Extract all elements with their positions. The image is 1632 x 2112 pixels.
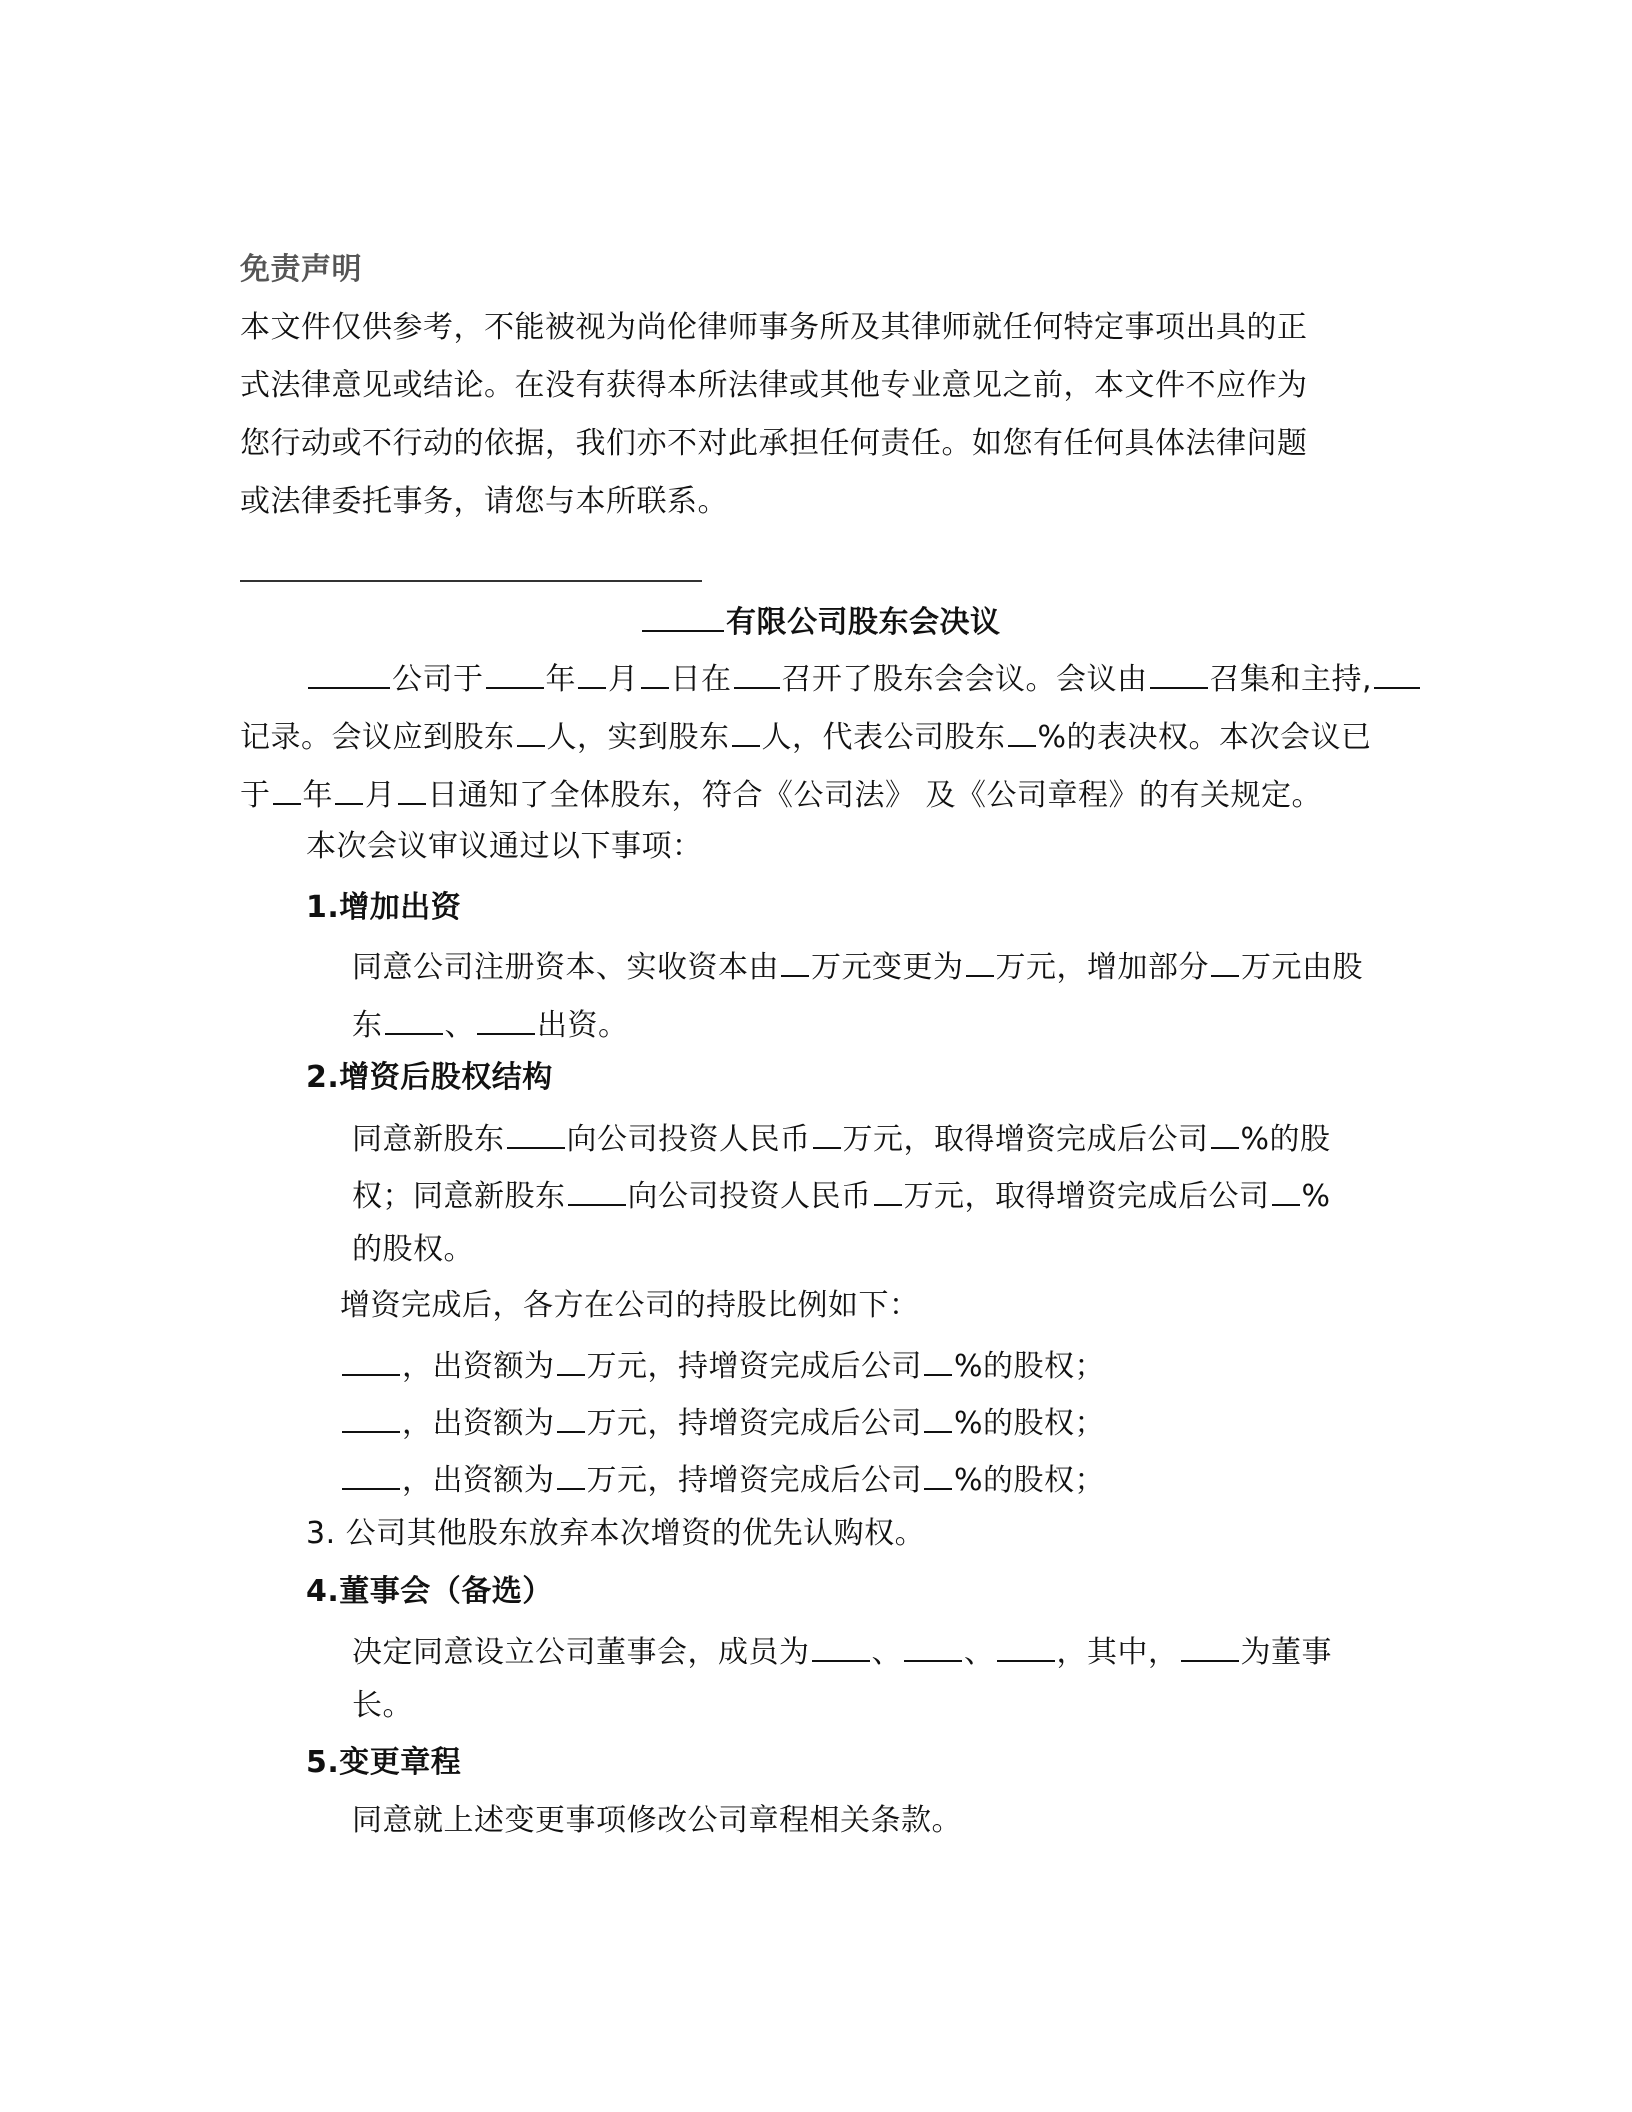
blank <box>966 945 994 977</box>
ratio-row <box>340 1401 1105 1444</box>
blank <box>813 1117 841 1149</box>
ratio-text: 万元，持增资完成后公司 <box>586 1406 922 1441</box>
blank <box>398 773 426 805</box>
blank <box>1150 657 1208 689</box>
item4-title: 4.董事会（备选） <box>306 1574 553 1609</box>
intro-text: %的表决权。本次会议已 <box>1037 720 1372 755</box>
blank <box>1211 945 1239 977</box>
blank <box>1181 1630 1239 1662</box>
blank <box>517 715 545 747</box>
blank <box>477 1003 535 1035</box>
blank <box>273 773 301 805</box>
item1-text: 万元，增加部分 <box>995 950 1209 985</box>
intro-text: 月 <box>608 662 639 697</box>
item1-text: 同意公司注册资本、实收资本由 <box>352 950 779 985</box>
blank <box>734 657 780 689</box>
ratio-text: %的股权； <box>954 1406 1106 1441</box>
item2-line-3: 的股权。 <box>352 1232 474 1267</box>
intro-text: 年 <box>545 662 576 697</box>
item2-title: 2.增资后股权结构 <box>306 1060 553 1095</box>
item5-title: 5.变更章程 <box>306 1745 462 1780</box>
ratio-row <box>340 1458 1105 1501</box>
item1-line-1 <box>352 945 1363 988</box>
blank <box>1211 1117 1239 1149</box>
ratio-text: 万元，持增资完成后公司 <box>586 1349 922 1384</box>
item1-text: 万元变更为 <box>811 950 964 985</box>
blank <box>1374 657 1420 689</box>
blank <box>557 1458 585 1490</box>
item2-text: 向公司投资人民币 <box>566 1122 811 1157</box>
resolution-title-line <box>640 600 1001 643</box>
intro-text: 公司于 <box>392 662 484 697</box>
blank <box>342 1344 400 1376</box>
review-intro: 本次会议审议通过以下事项： <box>306 829 703 864</box>
item1-line-2 <box>352 1003 629 1046</box>
disclaimer-line-1: 本文件仅供参考，不能被视为尚伦律师事务所及其律师就任何特定事项出具的正 <box>240 310 1308 345</box>
item4-text: 为董事 <box>1240 1635 1332 1670</box>
intro-text: 于 <box>240 778 271 813</box>
item4-text: ，其中， <box>1056 1635 1179 1670</box>
item5-text: 同意就上述变更事项修改公司章程相关条款。 <box>352 1803 962 1838</box>
blank <box>342 1401 400 1433</box>
blank <box>732 715 760 747</box>
item2-text: 万元，取得增资完成后公司 <box>903 1179 1270 1214</box>
item4-line-1 <box>352 1630 1332 1673</box>
blank <box>308 657 390 689</box>
intro-text: 日通知了全体股东，符合《公司法》 及《公司章程》的有关规定。 <box>427 778 1323 813</box>
item2-text: %的股 <box>1240 1122 1331 1157</box>
blank <box>904 1630 962 1662</box>
blank <box>578 657 606 689</box>
intro-text: 年 <box>302 778 333 813</box>
blank <box>641 657 669 689</box>
item2-text: % <box>1301 1179 1331 1214</box>
ratio-text: 万元，持增资完成后公司 <box>586 1463 922 1498</box>
blank <box>924 1401 952 1433</box>
ratio-text: ，出资额为 <box>402 1349 555 1384</box>
intro-text: 记录。会议应到股东 <box>240 720 515 755</box>
intro-line-1 <box>306 657 1422 700</box>
disclaimer-line-3: 您行动或不行动的依据，我们亦不对此承担任何责任。如您有任何具体法律问题 <box>240 426 1308 461</box>
intro-text: 召开了股东会会议。会议由 <box>781 662 1148 697</box>
ratio-text: ，出资额为 <box>402 1463 555 1498</box>
item4-line-2: 长。 <box>352 1688 413 1723</box>
blank <box>568 1174 626 1206</box>
item1-text: 、 <box>444 1008 475 1043</box>
disclaimer-line-2: 式法律意见或结论。在没有获得本所法律或其他专业意见之前，本文件不应作为 <box>240 368 1308 403</box>
blank <box>1008 715 1036 747</box>
item2-line-2 <box>352 1174 1331 1217</box>
blank <box>507 1117 565 1149</box>
ratio-row <box>340 1344 1105 1387</box>
item2-text: 万元，取得增资完成后公司 <box>842 1122 1209 1157</box>
disclaimer-title: 免责声明 <box>240 252 362 287</box>
blank <box>997 1630 1055 1662</box>
item1-text: 东 <box>352 1008 383 1043</box>
item1-title: 1.增加出资 <box>306 890 462 925</box>
separator-rule <box>240 580 702 582</box>
resolution-title: 有限公司股东会决议 <box>726 605 1001 640</box>
intro-text: 日在 <box>670 662 732 697</box>
blank <box>557 1344 585 1376</box>
intro-line-2 <box>240 715 1372 758</box>
intro-line-3 <box>240 773 1322 816</box>
ratio-text: %的股权； <box>954 1463 1106 1498</box>
item2-text: 同意新股东 <box>352 1122 505 1157</box>
blank <box>486 657 544 689</box>
intro-text: 人，代表公司股东 <box>761 720 1006 755</box>
item4-text: 、 <box>871 1635 902 1670</box>
intro-text: 月 <box>365 778 396 813</box>
blank <box>874 1174 902 1206</box>
ratio-text: ，出资额为 <box>402 1406 555 1441</box>
intro-text: 召集和主持, <box>1209 662 1373 697</box>
blank <box>385 1003 443 1035</box>
item2-text: 权；同意新股东 <box>352 1179 566 1214</box>
item2-line-1 <box>352 1117 1331 1160</box>
item4-text: 、 <box>964 1635 995 1670</box>
item3-text: 3. 公司其他股东放弃本次增资的优先认购权。 <box>306 1516 926 1551</box>
blank-company-name <box>642 600 724 632</box>
blank <box>1272 1174 1300 1206</box>
blank <box>924 1458 952 1490</box>
item1-text: 万元由股 <box>1241 950 1363 985</box>
intro-text: 人，实到股东 <box>546 720 730 755</box>
blank <box>557 1401 585 1433</box>
blank <box>342 1458 400 1490</box>
item2-text: 向公司投资人民币 <box>627 1179 872 1214</box>
blank <box>335 773 363 805</box>
ratio-intro: 增资完成后，各方在公司的持股比例如下： <box>340 1288 920 1323</box>
item1-text: 出资。 <box>537 1008 629 1043</box>
blank <box>924 1344 952 1376</box>
item4-text: 决定同意设立公司董事会，成员为 <box>352 1635 810 1670</box>
blank <box>781 945 809 977</box>
blank <box>812 1630 870 1662</box>
disclaimer-line-4: 或法律委托事务，请您与本所联系。 <box>240 484 728 519</box>
ratio-text: %的股权； <box>954 1349 1106 1384</box>
